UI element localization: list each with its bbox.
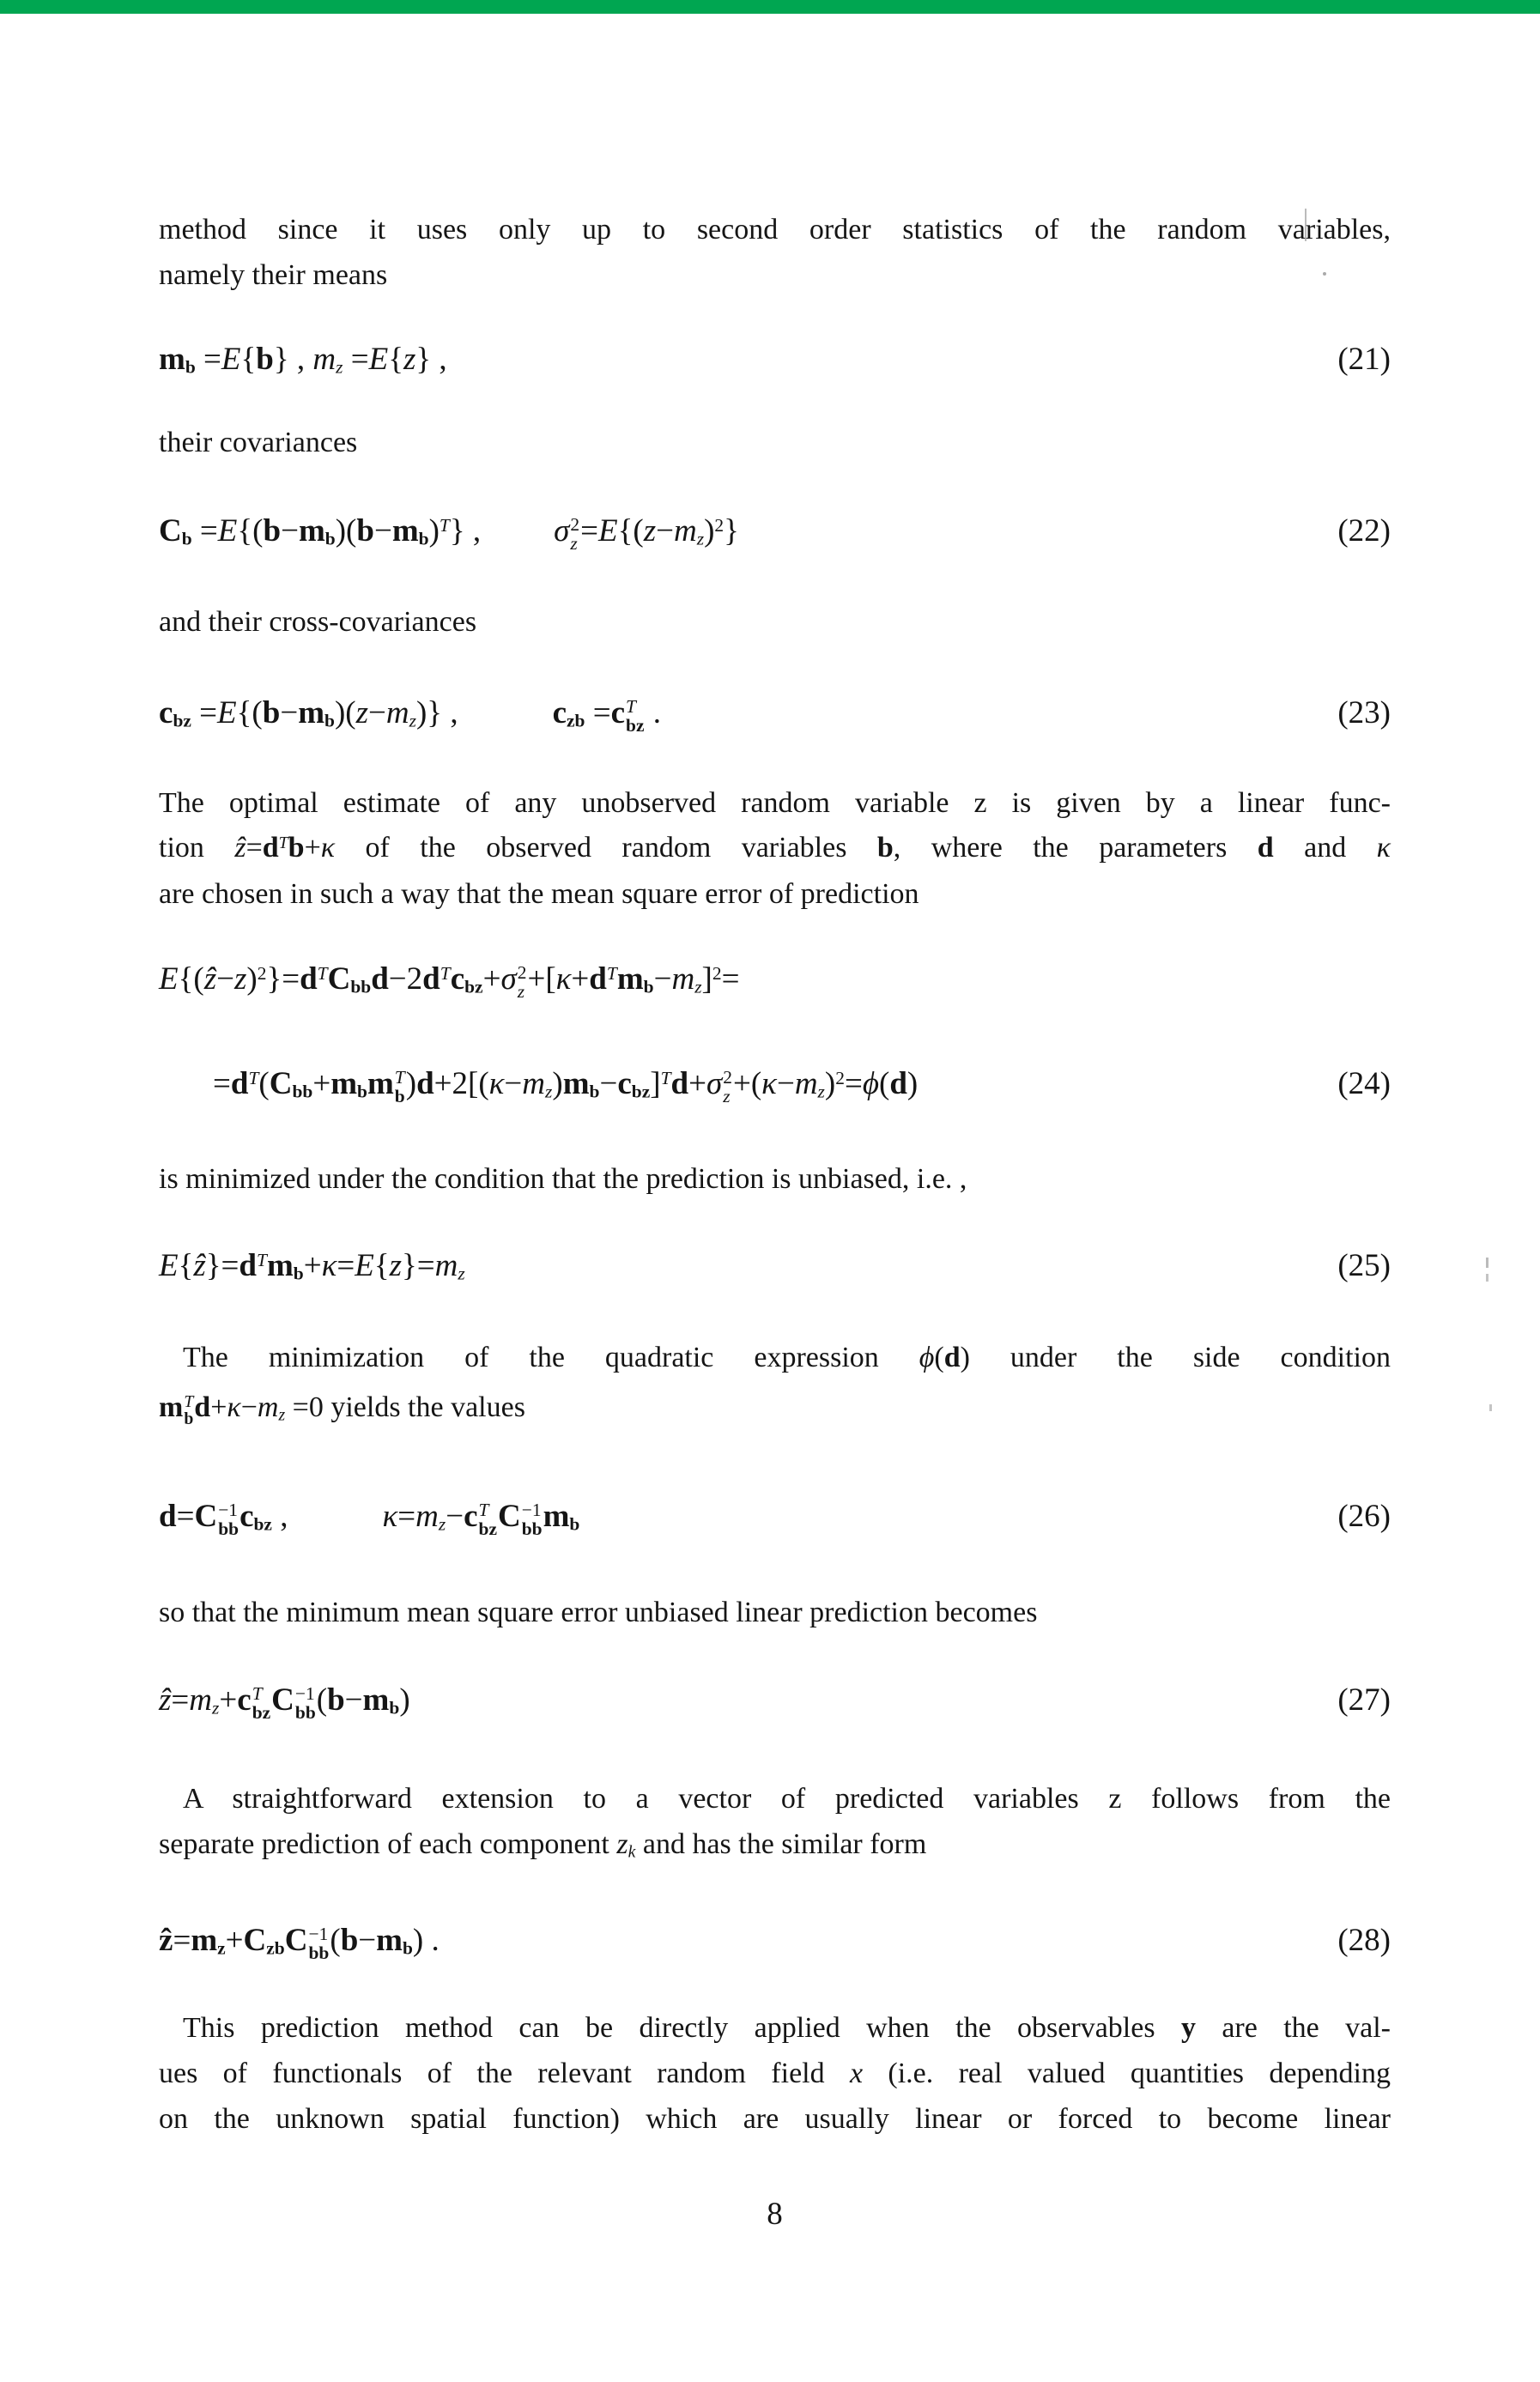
equation-28-body: $ẑ=m_z+C_{zb}C$ −1 bb $(b-m_b)$ .: [159, 1923, 440, 1963]
equation-22-number: (22): [1337, 513, 1391, 549]
paragraph7-line2: ues of functionals of the relevant random field x (i.e. real valued quantities depending: [159, 2058, 1391, 2089]
equation-22-body: $C_b =E\{(b-m_b)(b-m_b)^T\}$ , σ 2 z $=E\{(z-m_z)^2\}$: [159, 513, 739, 554]
equation-26: [159, 1495, 1391, 1538]
page-number: 8: [767, 2197, 783, 2232]
paragraph4-line2: m T b $d+\kappa-m_z =0$ yields the values: [159, 1391, 525, 1429]
label-covariances: their covariances: [159, 427, 358, 458]
equation-25: [159, 1245, 1391, 1288]
paragraph3-line1: is minimized under the condition that the prediction is unbiased, i.e. ,: [159, 1163, 967, 1195]
equation-23: [159, 692, 1391, 735]
equation-24-line2-body: $=d^T(C_{bb}+m_bm$ T b )$d+2[(\kappa-m_z)m_b-c_{bz}]^Td+\sigma$ 2 z $+(\kappa-m_z)^2=\phi(d)$: [213, 1066, 919, 1106]
equation-24-line2: [159, 1063, 1391, 1106]
paragraph1-line1: method since it uses only up to second order statistics of the random variables,: [159, 214, 1391, 245]
scan-artifact-bar: [0, 0, 1540, 14]
equation-27: [159, 1679, 1391, 1722]
paragraph4-line1: The minimization of the quadratic expression ϕ(d) under the side condition: [183, 1342, 1391, 1373]
equation-25-body: $E\{ẑ\}=d^Tm_b+\kappa=E\{z\}=m_z$: [159, 1248, 465, 1284]
equation-22: [159, 510, 1391, 553]
equation-24-line1: [159, 958, 1391, 1001]
equation-24-line1-body: $E\{(ẑ-z)^2\}=d^TC_{bb}d-2d^Tc_{bz}+\sigma$ 2 z $+[\kappa+d^Tm_b-m_z]^2=$: [159, 961, 740, 1002]
equation-24-number: (24): [1337, 1066, 1391, 1101]
equation-25-number: (25): [1337, 1248, 1391, 1283]
paragraph5-line1: so that the minimum mean square error unbiased linear prediction becomes: [159, 1597, 1038, 1628]
equation-27-number: (27): [1337, 1682, 1391, 1718]
paragraph1-line2: namely their means: [159, 259, 388, 291]
paragraph6-line1: A straightforward extension to a vector of predicted variables z follows from the: [183, 1783, 1391, 1815]
equation-26-number: (26): [1337, 1499, 1391, 1534]
equation-28-number: (28): [1337, 1923, 1391, 1958]
equation-23-number: (23): [1337, 695, 1391, 730]
scan-speck: [1486, 1258, 1488, 1268]
label-cross-covariances: and their cross-covariances: [159, 606, 477, 638]
scan-speck: [1489, 1404, 1492, 1411]
equation-27-body: $ẑ=m_z+c$ T bz C −1 bb $(b-m_b)$: [159, 1682, 410, 1723]
paragraph2-line1: The optimal estimate of any unobserved random variable z is given by a linear func-: [159, 787, 1391, 819]
equation-23-body: $c_{bz} =E\{(b-m_b)(z-m_z)\}$ , $c_{zb} =c$ T bz .: [159, 695, 662, 736]
equation-28: [159, 1919, 1391, 1962]
paragraph6-line2: separate prediction of each component $z_k$ and has the similar form: [159, 1828, 927, 1862]
scan-speck: [1323, 272, 1326, 276]
scan-speck: [1486, 1274, 1488, 1282]
scan-speck: [1305, 209, 1307, 241]
equation-21-body: $m_b =E\{b\}$ , $m_z =E\{z\}$ ,: [159, 342, 447, 378]
paragraph2-line2: tion $ẑ=d^Tb+\kappa$ of the observed random variables b, where the parameters d and κ: [159, 832, 1391, 864]
paragraph2-line3: are chosen in such a way that the mean square error of prediction: [159, 878, 919, 910]
paragraph7-line3: on the unknown spatial function) which are usually linear or forced to become linear: [159, 2103, 1391, 2135]
equation-21-number: (21): [1337, 342, 1391, 377]
equation-21: [159, 338, 1391, 381]
paragraph7-line1: This prediction method can be directly applied when the observables y are the val-: [183, 2012, 1391, 2044]
equation-26-body: d=C −1 bb $c_{bz}$ , $\kappa=m_z-c$ T bz C −1 bb $m_b$: [159, 1499, 580, 1539]
